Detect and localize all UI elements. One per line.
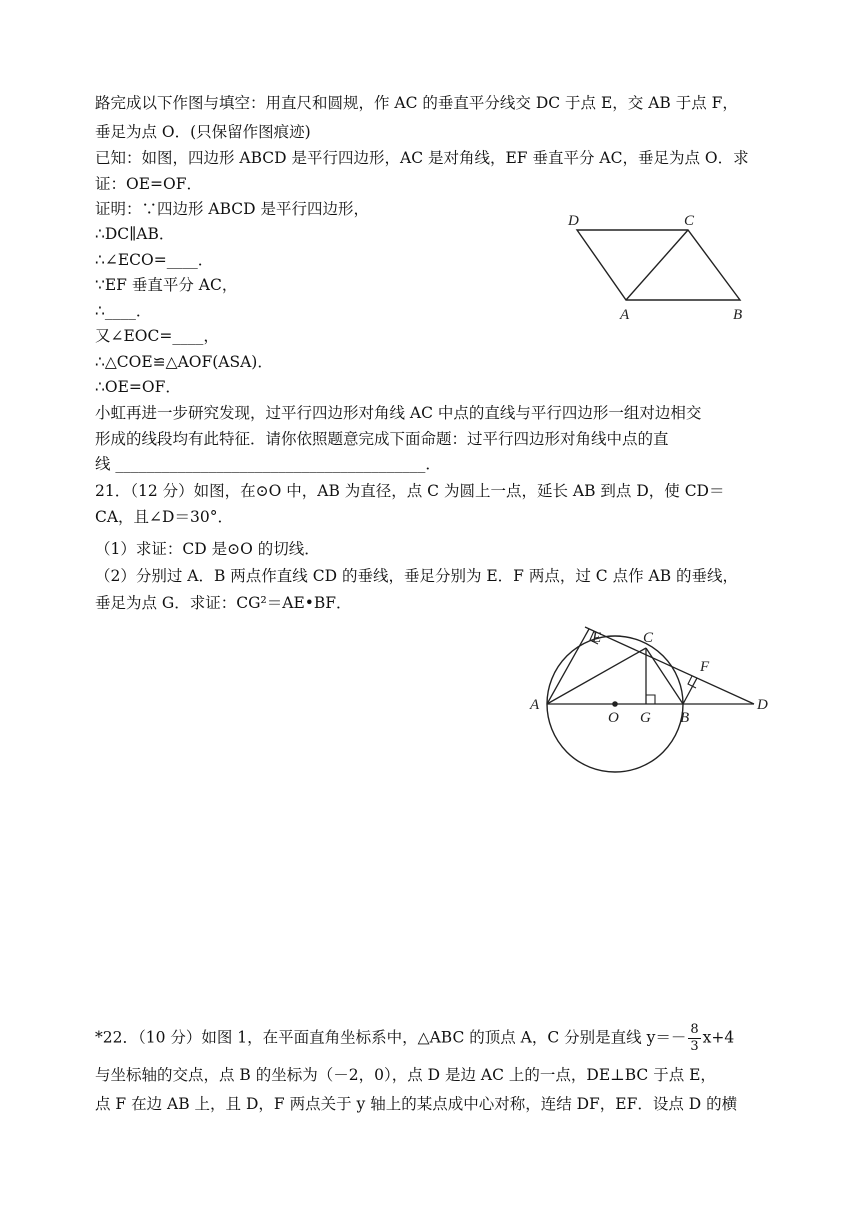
text-line-2: 垂足为点 O．(只保留作图痕迹) — [95, 123, 311, 141]
text-line-9: ∴____． — [95, 302, 152, 320]
text-line-5: 证明：∵四边形 ABCD 是平行四边形， — [95, 200, 370, 218]
fraction-denominator: 3 — [690, 1039, 699, 1054]
fraction — [688, 1022, 700, 1055]
q22-prefix: *22．（10 分）如图 1，在平面直角坐标系中，△ABC 的顶点 A，C 分别是直线 y＝－ — [95, 1028, 687, 1047]
label-d: D — [757, 697, 768, 713]
fraction-numerator: 8 — [690, 1022, 699, 1037]
label-b: B — [733, 307, 743, 323]
label-g: G — [640, 710, 651, 726]
q22-line-2: 与坐标轴的交点，点 B 的坐标为（－2，0），点 D 是边 AC 上的一点，DE⊥BC 于点 E， — [95, 1066, 716, 1084]
label-d: D — [568, 213, 579, 229]
label-a: A — [530, 697, 540, 713]
diagonal-ac — [626, 230, 688, 300]
text-line-12: ∴OE=OF． — [95, 378, 181, 396]
tangent-line-cd — [585, 627, 754, 704]
text-line-19: （2）分别过 A．B 两点作直线 CD 的垂线，垂足分别为 E．F 两点，过 C 点作 AB 的垂线， — [95, 567, 739, 585]
parallelogram-outline — [577, 230, 740, 300]
text-line-8: ∵EF 垂直平分 AC， — [95, 276, 238, 294]
right-angle-g — [646, 695, 655, 704]
q22-line-3: 点 F 在边 AB 上，且 D，F 两点关于 y 轴上的某点成中心对称，连结 DF，EF．设点 D 的横 — [95, 1095, 738, 1113]
label-c: C — [684, 213, 695, 229]
label-e: E — [592, 630, 602, 646]
text-line-14: 形成的线段均有此特征．请你依照题意完成下面命题：过平行四边形对角线中点的直 — [95, 430, 669, 448]
parallelogram-figure — [560, 205, 760, 330]
circle-tangent-figure — [525, 625, 780, 775]
label-a: A — [620, 307, 630, 323]
text-line-3: 已知：如图，四边形 ABCD 是平行四边形，AC 是对角线，EF 垂直平分 AC，垂足为点 O．求 — [95, 149, 749, 167]
text-line-16: 21．（12 分）如图，在⊙O 中，AB 为直径，点 C 为圆上一点，延长 AB 到点 D，使 CD＝ — [95, 482, 725, 500]
q22-suffix: x+4 — [702, 1028, 735, 1047]
segment-ac — [547, 648, 646, 704]
text-line-17: CA，且∠D＝30°． — [95, 508, 233, 526]
label-c: C — [643, 630, 654, 646]
text-line-11: ∴△COE≌△AOF(ASA)． — [95, 353, 273, 371]
text-line-13: 小虹再进一步研究发现，过平行四边形对角线 AC 中点的直线与平行四边形一组对边相交 — [95, 404, 702, 422]
q22-line-1 — [95, 1022, 734, 1055]
text-line-4: 证：OE=OF． — [95, 175, 202, 193]
text-line-10: 又∠EOC=____， — [95, 327, 219, 345]
center-point-o — [612, 701, 618, 707]
text-line-6: ∴DC∥AB． — [95, 225, 175, 243]
text-line-18: （1）求证：CD 是⊙O 的切线． — [95, 540, 320, 558]
label-b: B — [680, 710, 690, 726]
text-line-1: 路完成以下作图与填空：用直尺和圆规，作 AC 的垂直平分线交 DC 于点 E，交 AB 于点 F， — [95, 94, 738, 112]
segment-bf — [683, 678, 697, 704]
text-line-15: 线 ________________________________________． — [95, 455, 441, 473]
text-line-20: 垂足为点 G．求证：CG²＝AE•BF． — [95, 594, 352, 612]
label-f: F — [700, 659, 710, 675]
label-o: O — [608, 710, 619, 726]
text-line-7: ∴∠ECO=____． — [95, 251, 214, 269]
